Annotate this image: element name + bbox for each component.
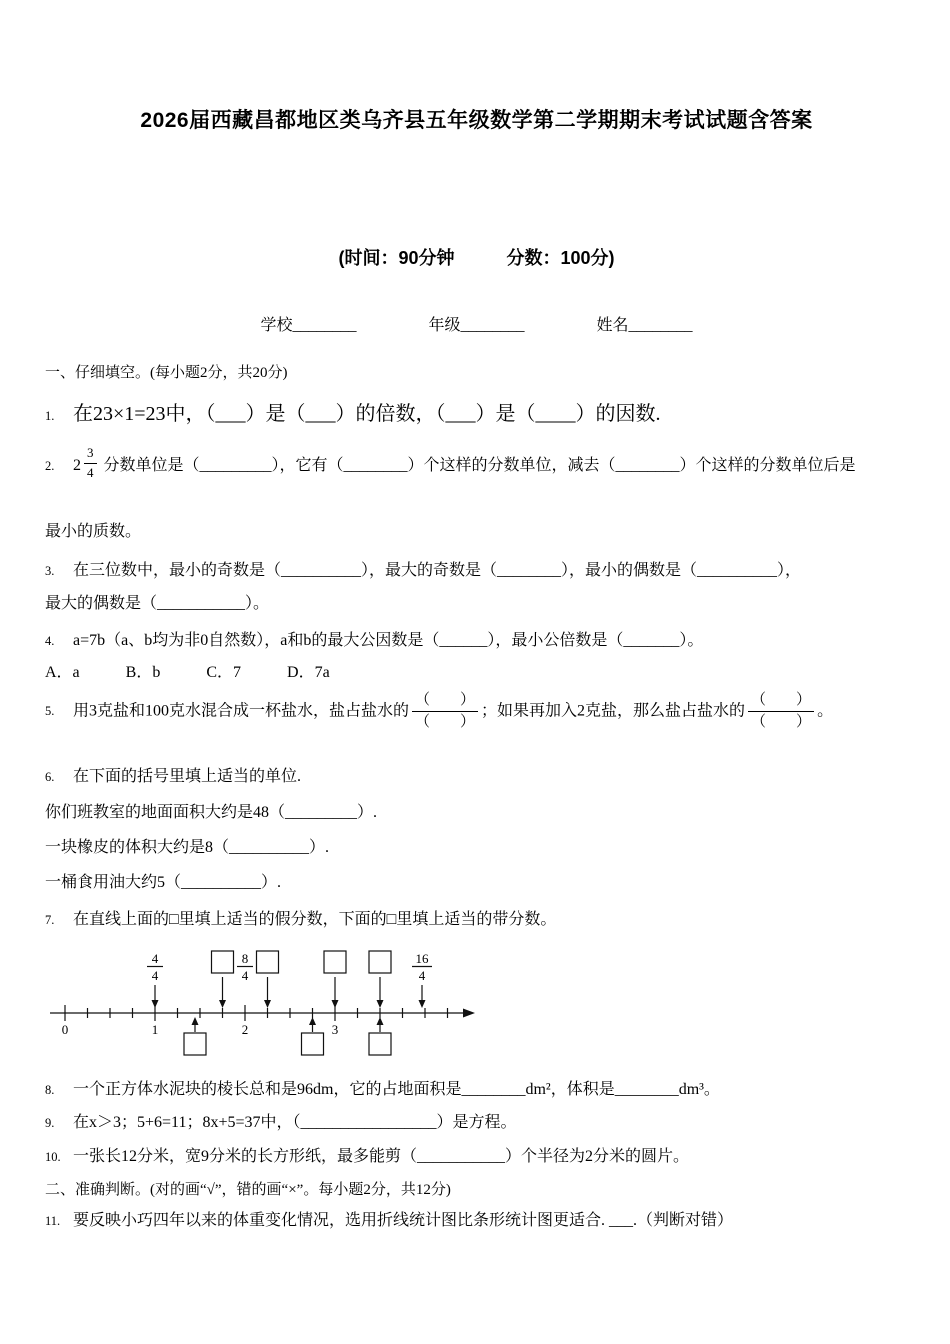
- question-6-item-3: 一桶食用油大约5（__________）.: [45, 873, 282, 891]
- question-3-number: 3.: [45, 564, 55, 579]
- question-1-number: 1.: [45, 409, 55, 423]
- question-8-text: 一个正方体水泥块的棱长总和是96dm，它的占地面积是________dm²，体积是________dm³。: [73, 1081, 720, 1099]
- school-field: 学校________: [260, 317, 357, 334]
- fraction-numerator: （ ）: [748, 692, 814, 712]
- page-title: 2026届西藏昌都地区类乌齐县五年级数学第二学期期末考试试题含答案: [140, 109, 813, 132]
- question-6-item-1: 你们班教室的地面面积大约是48（_________）.: [45, 803, 378, 821]
- bottom-answer-boxes: [184, 1017, 391, 1055]
- svg-text:4: 4: [151, 951, 159, 967]
- number-line-figure: [45, 935, 908, 1066]
- number-line-axis: [50, 1005, 475, 1021]
- question-11-number: 11.: [45, 1213, 61, 1228]
- question-2-mixed-whole: 2: [73, 457, 81, 475]
- question-2: [45, 445, 908, 484]
- student-info-line: [45, 312, 908, 335]
- question-5-number: 5.: [45, 704, 55, 719]
- fraction-denominator: 4: [87, 464, 94, 480]
- question-5-text-1: 用3克盐和100克水混合成一杯盐水，盐占盐水的: [73, 702, 410, 720]
- question-8-number: 8.: [45, 1083, 55, 1098]
- question-2-mixed-fraction: [84, 446, 97, 481]
- answer-box: [212, 951, 234, 973]
- question-10-number: 10.: [45, 1149, 61, 1164]
- question-10: [45, 1145, 908, 1168]
- question-5-text-2: ；如果再加入2克盐，那么盐占盐水的: [481, 702, 746, 720]
- axis-arrowhead: [463, 1009, 475, 1018]
- question-1-text: 在23×1=23中，（___）是（___）的倍数，（___）是（____）的因数.: [73, 403, 661, 425]
- question-3-text: 在三位数中，最小的奇数是（__________），最大的奇数是（________），最小的偶数是（__________），: [73, 562, 802, 580]
- question-7-text: 在直线上面的□里填上适当的假分数，下面的□里填上适当的带分数。: [73, 911, 557, 929]
- name-field: 姓名________: [596, 317, 693, 334]
- question-9-text: 在x＞3；5+6=11；8x+5=37中，（_________________）是方程。: [73, 1114, 517, 1132]
- section2-heading: 二、准确判断。(对的画“√”，错的画“×”。每小题2分，共12分): [45, 1181, 451, 1198]
- answer-box: [369, 951, 391, 973]
- blank-fraction-1: [412, 692, 478, 732]
- tick-label-3: 3: [331, 1022, 339, 1038]
- svg-text:8: 8: [241, 951, 249, 967]
- question-4-options: [45, 661, 908, 684]
- answer-box: [302, 1033, 324, 1055]
- svg-text:4: 4: [241, 968, 249, 984]
- question-7-number: 7.: [45, 913, 55, 928]
- question-6-text: 在下面的括号里填上适当的单位.: [73, 768, 302, 786]
- option-d: D．7a: [287, 663, 330, 681]
- time-label: (时间：90分钟: [338, 248, 455, 268]
- svg-text:16: 16: [415, 951, 429, 967]
- grade-field: 年级________: [428, 317, 525, 334]
- option-a: A．a: [45, 663, 80, 681]
- fraction-numerator: 3: [84, 446, 97, 464]
- answer-box: [257, 951, 279, 973]
- tick-label-1: 1: [151, 1022, 159, 1038]
- answer-box: [369, 1033, 391, 1055]
- question-6-number: 6.: [45, 770, 55, 785]
- question-4-text: a=7b（a、b均为非0自然数），a和b的最大公因数是（______），最小公倍数是（_______）。: [73, 632, 704, 650]
- question-2-text: 分数单位是（_________），它有（________）个这样的分数单位，减去（________）个这样的分数单位后是: [103, 457, 856, 475]
- question-9: [45, 1111, 908, 1134]
- fraction-denominator: （ ）: [751, 714, 812, 731]
- answer-box: [324, 951, 346, 973]
- fraction-label-16-4: [412, 951, 432, 1008]
- top-answer-boxes: [212, 951, 392, 1008]
- fraction-denominator: （ ）: [415, 714, 476, 731]
- fraction-label-4-4: [147, 951, 163, 1008]
- option-c: C．7: [206, 663, 242, 681]
- fraction-numerator: （ ）: [412, 692, 478, 712]
- question-4-number: 4.: [45, 634, 55, 649]
- svg-text:4: 4: [418, 968, 426, 984]
- question-7: [45, 908, 908, 931]
- question-6: [45, 765, 908, 788]
- question-10-text: 一张长12分米，宽9分米的长方形纸，最多能剪（___________）个半径为2分米的圆片。: [73, 1147, 690, 1165]
- question-11-text: 要反映小巧四年以来的体重变化情况，选用折线统计图比条形统计图更适合. ___.（判断对错）: [73, 1211, 734, 1229]
- score-label: 分数：100分): [506, 248, 615, 268]
- question-11: [45, 1209, 908, 1232]
- question-4: [45, 629, 908, 652]
- exam-meta: [45, 244, 908, 270]
- question-2-continuation: 最小的质数。: [45, 522, 142, 540]
- question-2-number: 2.: [45, 459, 55, 474]
- question-9-number: 9.: [45, 1116, 55, 1131]
- question-5-text-3: 。: [817, 702, 834, 720]
- question-8: [45, 1078, 908, 1101]
- question-6-item-2: 一块橡皮的体积大约是8（__________）.: [45, 838, 330, 856]
- question-5: [45, 692, 908, 732]
- svg-text:4: 4: [151, 968, 159, 984]
- tick-label-2: 2: [241, 1022, 249, 1038]
- blank-fraction-2: [748, 692, 814, 732]
- question-1: [45, 400, 908, 429]
- option-b: B．b: [125, 663, 161, 681]
- question-3-continuation: 最大的偶数是（___________）。: [45, 595, 270, 613]
- question-3: [45, 559, 908, 582]
- fraction-label-8-4: [237, 951, 253, 983]
- number-line-svg: [45, 935, 485, 1061]
- answer-box: [184, 1033, 206, 1055]
- tick-label-0: 0: [61, 1022, 69, 1038]
- section1-heading: 一、仔细填空。(每小题2分，共20分): [45, 365, 288, 381]
